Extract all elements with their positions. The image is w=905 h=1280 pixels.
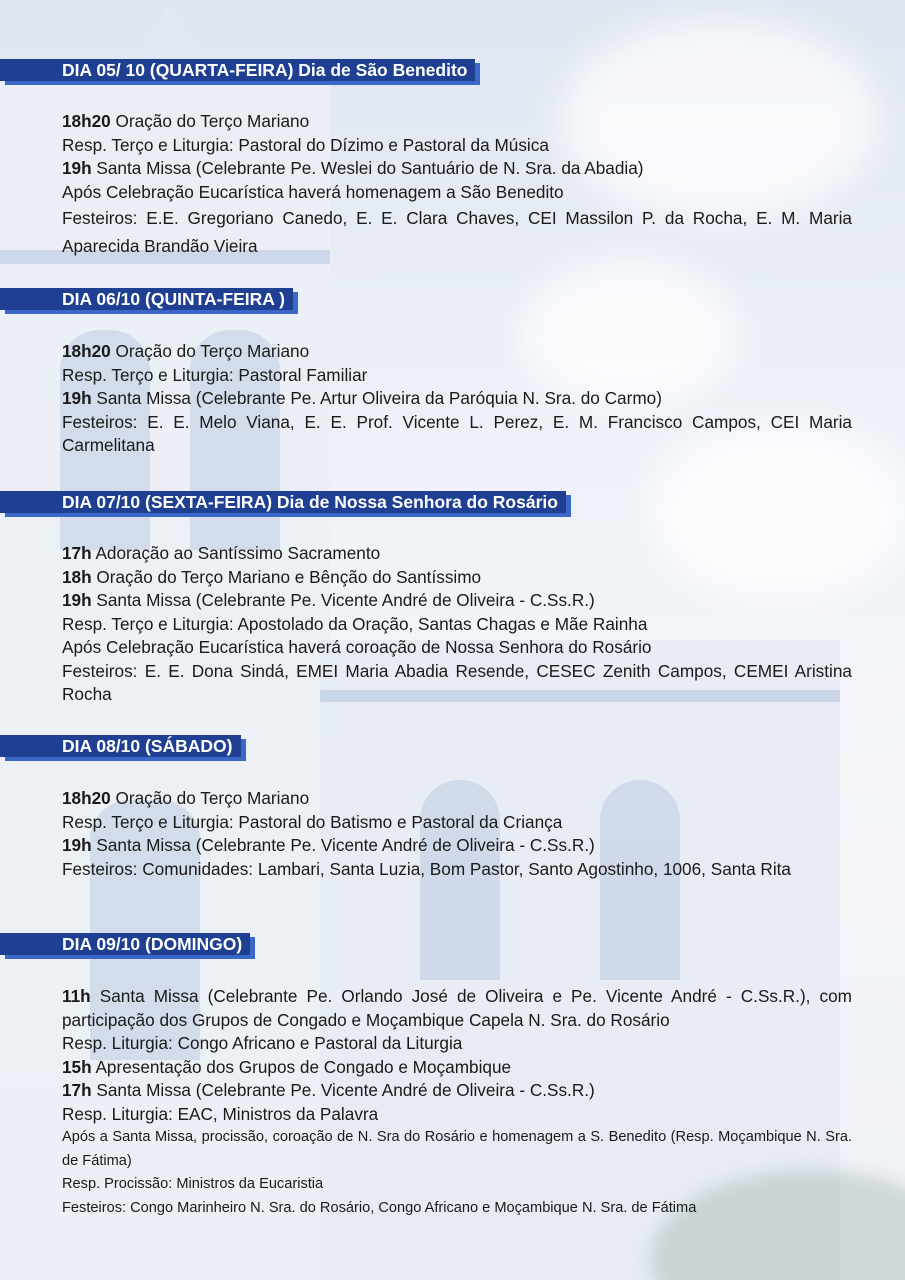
schedule-line: Resp. Liturgia: EAC, Ministros da Palavra [62,1103,379,1124]
schedule-line: Após Celebração Eucarística haverá homenagem a São Benedito [62,181,564,202]
schedule-line: Festeiros: Congo Marinheiro N. Sra. do Rosário, Congo Africano e Moçambique N. Sra. de Fátima [62,1199,697,1216]
schedule-line: Resp. Procissão: Ministros da Eucaristia [62,1176,324,1192]
day-header-06: DIA 06/10 (QUINTA-FEIRA ) [0,288,293,310]
schedule-line: 18h Oração do Terço Mariano e Bênção do Santíssimo [62,566,482,587]
schedule-line: 18h20 Oração do Terço Mariano [62,788,310,808]
day-block-07 [62,542,852,707]
schedule-line: Resp. Liturgia: Congo Africano e Pastoral da Liturgia [62,1033,463,1053]
day-block-08 [62,787,852,881]
day-header-09: DIA 09/10 (DOMINGO) [0,933,250,955]
schedule-line: 19h Santa Missa (Celebrante Pe. Weslei do Santuário de N. Sra. da Abadia) [62,158,644,178]
schedule-line: Festeiros: Comunidades: Lambari, Santa Luzia, Bom Pastor, Santo Agostinho, 1006, Santa Rita [62,858,791,879]
schedule-line: Resp. Terço e Liturgia: Pastoral Familiar [62,364,368,385]
schedule-line: 15h Apresentação dos Grupos de Congado e Moçambique [62,1056,512,1077]
schedule-line: 11h Santa Missa (Celebrante Pe. Orlando José de Oliveira e Pe. Vicente André - C.Ss.R.), com participação dos Grupos de Congado e Moçambique Capela N. Sra. do Rosário [62,986,852,1030]
schedule-line: Festeiros: E.E. Gregoriano Canedo, E. E. Clara Chaves, CEI Massilon P. da Rocha, E. M. Maria Aparecida Brandão Vieira [62,208,852,256]
schedule-line: 18h20 Oração do Terço Mariano [62,341,310,361]
schedule-line: 17h Santa Missa (Celebrante Pe. Vicente André de Oliveira - C.Ss.R.) [62,1080,595,1100]
schedule-line: Festeiros: E. E. Melo Viana, E. E. Prof. Vicente L. Perez, E. M. Francisco Campos, CEI Maria Carmelitana [62,411,852,455]
schedule-line: Após Celebração Eucarística haverá coroação de Nossa Senhora do Rosário [62,637,652,657]
day-header-05: DIA 05/ 10 (QUARTA-FEIRA) Dia de São Benedito [0,59,475,81]
schedule-line: 18h20 Oração do Terço Mariano [62,111,310,131]
schedule-line: Festeiros: E. E. Dona Sindá, EMEI Maria Abadia Resende, CESEC Zenith Campos, CEMEI Aristina Rocha [62,660,852,704]
schedule-line: 19h Santa Missa (Celebrante Pe. Vicente André de Oliveira - C.Ss.R.) [62,590,595,610]
schedule-line: Resp. Terço e Liturgia: Apostolado da Oração, Santas Chagas e Mãe Rainha [62,613,648,634]
day-header-08: DIA 08/10 (SÁBADO) [0,735,241,757]
day-block-09 [62,985,852,1220]
schedule-line: Resp. Terço e Liturgia: Pastoral do Batismo e Pastoral da Criança [62,811,563,832]
schedule-line: 19h Santa Missa (Celebrante Pe. Vicente André de Oliveira - C.Ss.R.) [62,835,595,855]
day-header-07: DIA 07/10 (SEXTA-FEIRA) Dia de Nossa Senhora do Rosário [0,491,566,513]
schedule-line: Resp. Terço e Liturgia: Pastoral do Dízimo e Pastoral da Música [62,134,549,155]
day-block-06 [62,340,852,458]
day-block-05 [62,110,852,260]
schedule-line: 19h Santa Missa (Celebrante Pe. Artur Oliveira da Paróquia N. Sra. do Carmo) [62,388,662,408]
schedule-line: 17h Adoração ao Santíssimo Sacramento [62,543,381,563]
schedule-line: Após a Santa Missa, procissão, coroação de N. Sra do Rosário e homenagem a S. Benedito (Resp. Moçambique N. Sra. de Fátima) [62,1129,852,1169]
